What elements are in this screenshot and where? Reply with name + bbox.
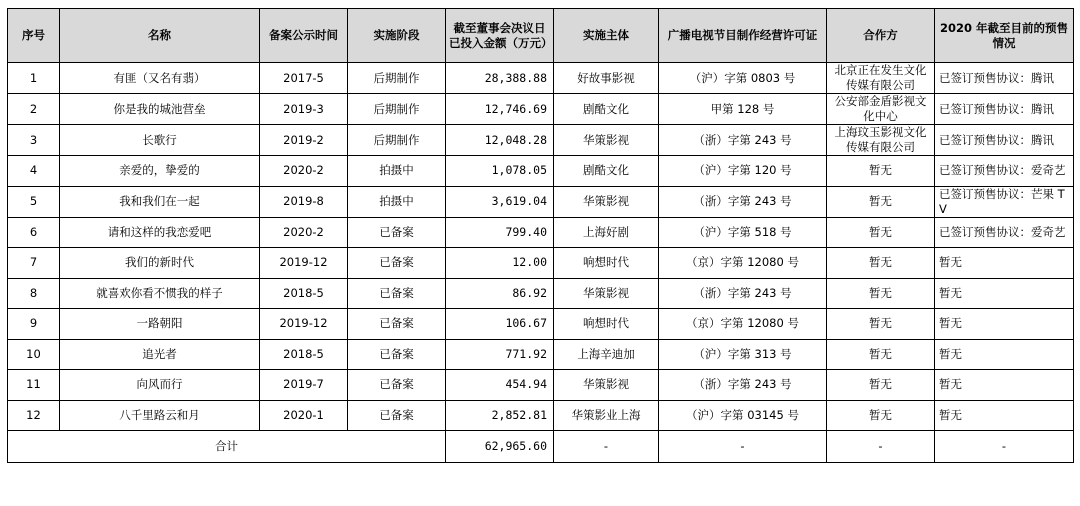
cell-filing-date: 2018-5 <box>260 339 348 370</box>
cell-presale: 暂无 <box>935 248 1074 279</box>
cell-invested: 454.94 <box>446 370 554 401</box>
cell-invested: 12,746.69 <box>446 94 554 125</box>
cell-name: 一路朝阳 <box>60 309 260 340</box>
cell-partner: 暂无 <box>827 217 935 248</box>
table-body <box>8 63 1074 431</box>
cell-filing-date: 2020-1 <box>260 400 348 431</box>
cell-license: （沪）字第 313 号 <box>659 339 827 370</box>
cell-license: （沪）字第 0803 号 <box>659 63 827 94</box>
total-amount: 62,965.60 <box>446 431 554 463</box>
cell-name: 追光者 <box>60 339 260 370</box>
cell-name: 长歌行 <box>60 125 260 156</box>
cell-entity: 剧酷文化 <box>554 94 659 125</box>
total-partner: - <box>827 431 935 463</box>
cell-entity: 华策影视 <box>554 370 659 401</box>
cell-license: （浙）字第 243 号 <box>659 186 827 217</box>
cell-partner: 暂无 <box>827 156 935 187</box>
cell-entity: 上海好剧 <box>554 217 659 248</box>
header-license: 广播电视节目制作经营许可证 <box>659 9 827 63</box>
cell-stage: 已备案 <box>348 217 446 248</box>
cell-presale: 已签订预售协议：腾讯 <box>935 125 1074 156</box>
table-row <box>8 217 1074 248</box>
cell-name: 你是我的城池营垒 <box>60 94 260 125</box>
cell-invested: 12,048.28 <box>446 125 554 156</box>
table-row <box>8 309 1074 340</box>
cell-stage: 后期制作 <box>348 125 446 156</box>
table-row <box>8 63 1074 94</box>
total-label: 合计 <box>8 431 446 463</box>
table-row <box>8 278 1074 309</box>
header-filing-date: 备案公示时间 <box>260 9 348 63</box>
cell-name: 请和这样的我恋爱吧 <box>60 217 260 248</box>
cell-partner: 北京正在发生文化传媒有限公司 <box>827 63 935 94</box>
cell-name: 我和我们在一起 <box>60 186 260 217</box>
cell-presale: 暂无 <box>935 370 1074 401</box>
total-entity: - <box>554 431 659 463</box>
cell-stage: 已备案 <box>348 400 446 431</box>
cell-partner: 暂无 <box>827 339 935 370</box>
cell-stage: 已备案 <box>348 370 446 401</box>
cell-index: 7 <box>8 248 60 279</box>
cell-stage: 已备案 <box>348 278 446 309</box>
cell-partner: 暂无 <box>827 248 935 279</box>
table-row <box>8 248 1074 279</box>
cell-index: 3 <box>8 125 60 156</box>
cell-presale: 暂无 <box>935 278 1074 309</box>
cell-presale: 已签订预售协议：爱奇艺 <box>935 156 1074 187</box>
total-row <box>8 431 1074 463</box>
cell-partner: 暂无 <box>827 370 935 401</box>
cell-presale: 已签订预售协议：爱奇艺 <box>935 217 1074 248</box>
cell-invested: 1,078.05 <box>446 156 554 187</box>
table-row <box>8 186 1074 217</box>
cell-index: 9 <box>8 309 60 340</box>
table-row <box>8 156 1074 187</box>
cell-entity: 好故事影视 <box>554 63 659 94</box>
header-name: 名称 <box>60 9 260 63</box>
cell-partner: 暂无 <box>827 400 935 431</box>
table-row <box>8 339 1074 370</box>
header-invested: 截至董事会决议日已投入金额（万元） <box>446 9 554 63</box>
cell-license: （沪）字第 518 号 <box>659 217 827 248</box>
cell-entity: 华策影业上海 <box>554 400 659 431</box>
cell-stage: 已备案 <box>348 248 446 279</box>
header-index: 序号 <box>8 9 60 63</box>
cell-entity: 华策影视 <box>554 125 659 156</box>
cell-filing-date: 2020-2 <box>260 217 348 248</box>
cell-filing-date: 2019-3 <box>260 94 348 125</box>
table-row <box>8 400 1074 431</box>
cell-stage: 后期制作 <box>348 94 446 125</box>
cell-filing-date: 2019-12 <box>260 309 348 340</box>
cell-filing-date: 2017-5 <box>260 63 348 94</box>
cell-partner: 暂无 <box>827 309 935 340</box>
cell-license: （浙）字第 243 号 <box>659 125 827 156</box>
cell-filing-date: 2020-2 <box>260 156 348 187</box>
cell-index: 10 <box>8 339 60 370</box>
cell-name: 我们的新时代 <box>60 248 260 279</box>
total-presale: - <box>935 431 1074 463</box>
cell-filing-date: 2019-2 <box>260 125 348 156</box>
cell-index: 2 <box>8 94 60 125</box>
header-presale: 2020 年截至目前的预售情况 <box>935 9 1074 63</box>
cell-license: （浙）字第 243 号 <box>659 278 827 309</box>
cell-name: 就喜欢你看不惯我的样子 <box>60 278 260 309</box>
project-table <box>7 8 1074 463</box>
cell-license: （沪）字第 120 号 <box>659 156 827 187</box>
cell-index: 6 <box>8 217 60 248</box>
cell-license: 甲第 128 号 <box>659 94 827 125</box>
cell-presale: 已签订预售协议：腾讯 <box>935 63 1074 94</box>
cell-partner: 公安部金盾影视文化中心 <box>827 94 935 125</box>
cell-presale: 已签订预售协议：芒果 TV <box>935 186 1074 217</box>
cell-license: （沪）字第 03145 号 <box>659 400 827 431</box>
cell-entity: 剧酷文化 <box>554 156 659 187</box>
cell-invested: 12.00 <box>446 248 554 279</box>
cell-presale: 暂无 <box>935 400 1074 431</box>
cell-partner: 暂无 <box>827 278 935 309</box>
cell-entity: 响想时代 <box>554 248 659 279</box>
header-row <box>8 9 1074 63</box>
cell-presale: 已签订预售协议：腾讯 <box>935 94 1074 125</box>
cell-name: 亲爱的，挚爱的 <box>60 156 260 187</box>
header-entity: 实施主体 <box>554 9 659 63</box>
cell-stage: 已备案 <box>348 339 446 370</box>
cell-invested: 86.92 <box>446 278 554 309</box>
total-license: - <box>659 431 827 463</box>
cell-presale: 暂无 <box>935 339 1074 370</box>
cell-index: 8 <box>8 278 60 309</box>
cell-partner: 上海玟玉影视文化传媒有限公司 <box>827 125 935 156</box>
cell-filing-date: 2019-12 <box>260 248 348 279</box>
cell-invested: 106.67 <box>446 309 554 340</box>
cell-filing-date: 2018-5 <box>260 278 348 309</box>
cell-entity: 华策影视 <box>554 186 659 217</box>
table-row <box>8 94 1074 125</box>
cell-index: 5 <box>8 186 60 217</box>
cell-index: 12 <box>8 400 60 431</box>
cell-license: （京）字第 12080 号 <box>659 248 827 279</box>
cell-invested: 3,619.04 <box>446 186 554 217</box>
cell-stage: 已备案 <box>348 309 446 340</box>
cell-entity: 华策影视 <box>554 278 659 309</box>
cell-license: （京）字第 12080 号 <box>659 309 827 340</box>
cell-index: 11 <box>8 370 60 401</box>
cell-entity: 响想时代 <box>554 309 659 340</box>
cell-name: 八千里路云和月 <box>60 400 260 431</box>
cell-stage: 拍摄中 <box>348 186 446 217</box>
cell-stage: 拍摄中 <box>348 156 446 187</box>
cell-name: 有匪（又名有翡） <box>60 63 260 94</box>
table-row <box>8 370 1074 401</box>
header-stage: 实施阶段 <box>348 9 446 63</box>
cell-filing-date: 2019-7 <box>260 370 348 401</box>
cell-presale: 暂无 <box>935 309 1074 340</box>
cell-invested: 771.92 <box>446 339 554 370</box>
cell-stage: 后期制作 <box>348 63 446 94</box>
cell-invested: 799.40 <box>446 217 554 248</box>
cell-index: 1 <box>8 63 60 94</box>
cell-partner: 暂无 <box>827 186 935 217</box>
cell-filing-date: 2019-8 <box>260 186 348 217</box>
cell-index: 4 <box>8 156 60 187</box>
cell-entity: 上海辛迪加 <box>554 339 659 370</box>
cell-name: 向风而行 <box>60 370 260 401</box>
header-partner: 合作方 <box>827 9 935 63</box>
cell-license: （浙）字第 243 号 <box>659 370 827 401</box>
cell-invested: 28,388.88 <box>446 63 554 94</box>
cell-invested: 2,852.81 <box>446 400 554 431</box>
table-row <box>8 125 1074 156</box>
